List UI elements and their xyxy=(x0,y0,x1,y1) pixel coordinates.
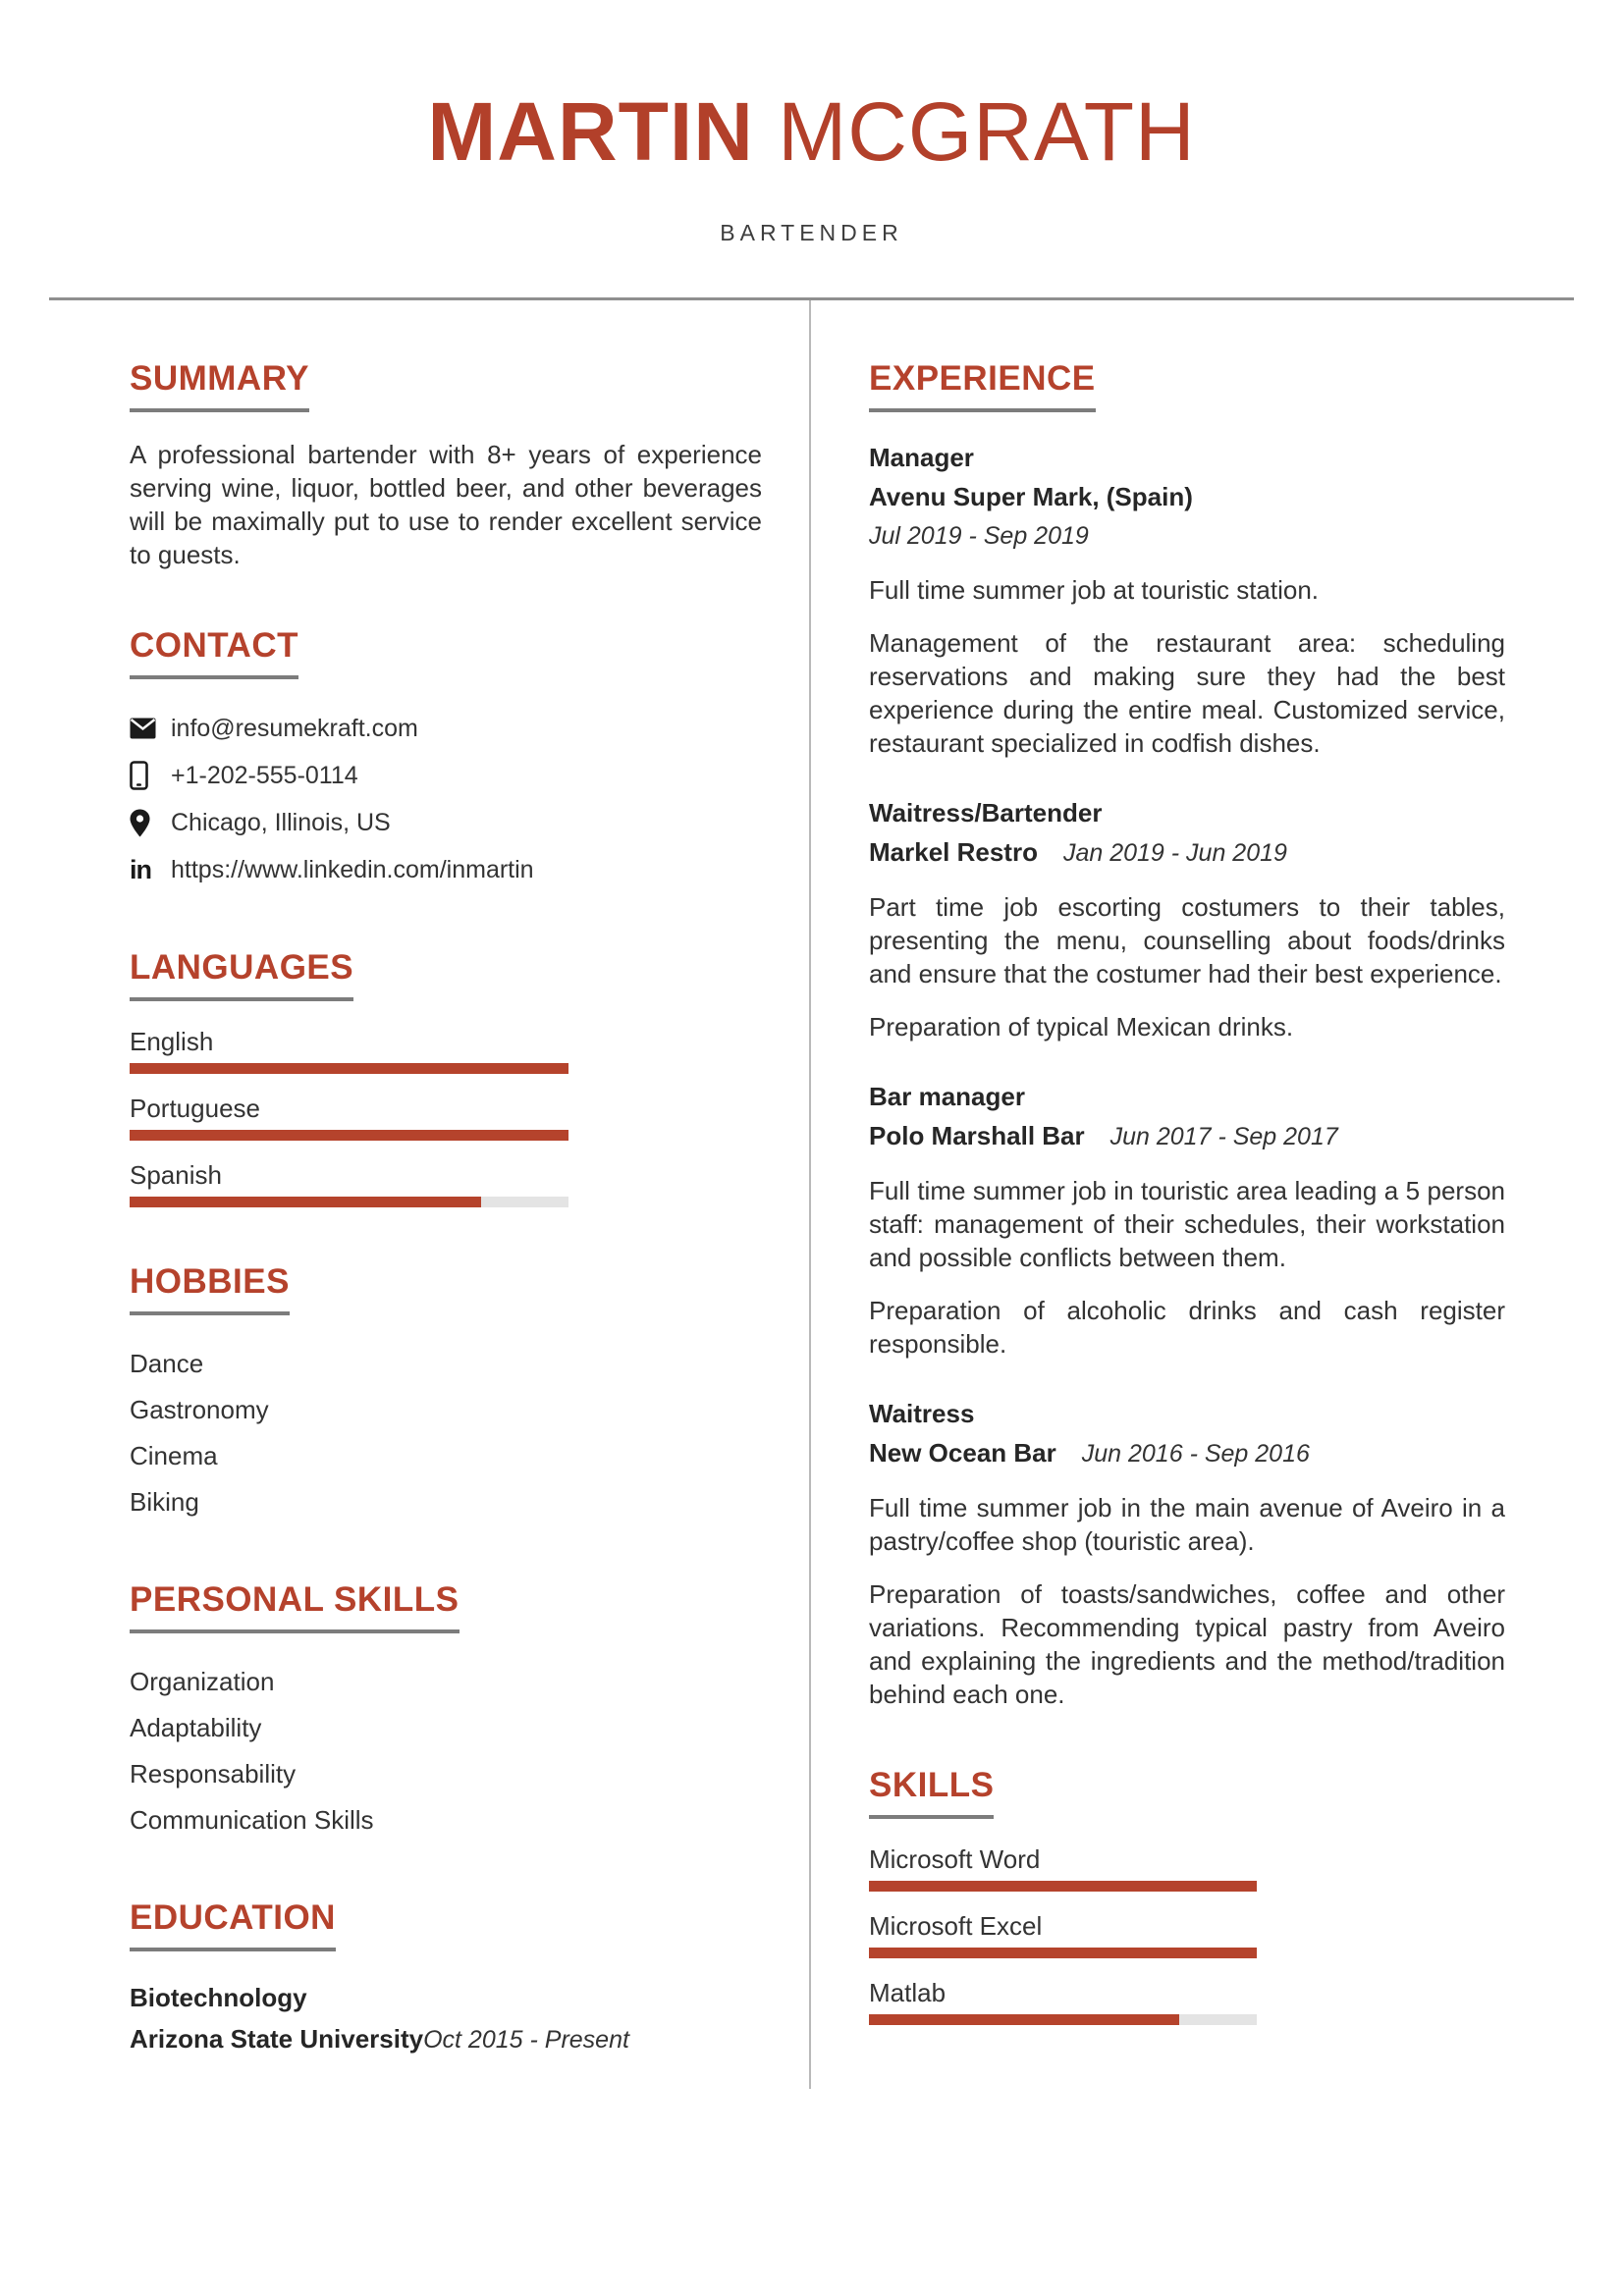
personal-skill-item: Adaptability xyxy=(130,1713,262,1742)
summary-heading: SUMMARY xyxy=(130,359,309,412)
entry-dates: Jun 2016 - Sep 2016 xyxy=(1081,1440,1310,1468)
email-icon xyxy=(130,718,163,739)
language-level-bar xyxy=(130,1063,568,1074)
section-education xyxy=(130,1898,762,2060)
entry-role: Waitress xyxy=(869,1399,975,1428)
section-contact xyxy=(130,626,762,893)
language-label: Spanish xyxy=(130,1160,222,1190)
entry-paragraph: Preparation of alcoholic drinks and cash register responsible. xyxy=(869,1296,1505,1359)
experience-entry xyxy=(869,438,1505,760)
contact-phone-value: +1-202-555-0114 xyxy=(171,761,358,789)
entry-paragraph: Full time summer job in touristic area leading a 5 person staff: management of their schedules, their workstation and possible conflicts between them. xyxy=(869,1176,1505,1272)
section-skills xyxy=(869,1766,1505,2025)
skill-label: Microsoft Word xyxy=(869,1844,1041,1874)
entry-paragraph: Management of the restaurant area: scheduling reservations and making sure they had the best experience during the entire meal. Customized service, restaurant specialized in codfish dishes. xyxy=(869,628,1505,758)
entry-paragraph: Full time summer job in the main avenue of Aveiro in a pastry/coffee shop (touristic area). xyxy=(869,1493,1505,1556)
entry-dates: Jan 2019 - Jun 2019 xyxy=(1062,839,1287,867)
languages-heading: LANGUAGES xyxy=(130,948,353,1001)
section-experience xyxy=(869,359,1505,1711)
person-name xyxy=(0,0,1623,178)
language-level-fill xyxy=(130,1197,481,1207)
skill-label: Microsoft Excel xyxy=(869,1911,1043,1941)
skill-row xyxy=(869,1978,1505,2025)
language-label: Portuguese xyxy=(130,1094,260,1123)
entry-role: Waitress/Bartender xyxy=(869,798,1103,828)
entry-paragraph: Preparation of toasts/sandwiches, coffee and other variations. Recommending typical pastry from Aveiro and explaining the ingredients and the method/tradition behind each one. xyxy=(869,1579,1505,1709)
skill-label: Matlab xyxy=(869,1978,947,2007)
entry-paragraph: Preparation of typical Mexican drinks. xyxy=(869,1012,1294,1041)
section-summary xyxy=(130,359,762,571)
skills-heading: SKILLS xyxy=(869,1766,994,1819)
personal-skills-heading: PERSONAL SKILLS xyxy=(130,1580,460,1633)
education-school-line xyxy=(130,2018,762,2060)
entry-company: Avenu Super Mark, (Spain) xyxy=(869,482,1193,511)
language-row xyxy=(130,1160,762,1207)
education-dates: Oct 2015 - Present xyxy=(423,2026,629,2054)
phone-icon xyxy=(130,761,163,790)
first-name: MARTIN xyxy=(427,85,754,178)
contact-row-location xyxy=(130,799,762,846)
contact-linkedin-value: https://www.linkedin.com/inmartin xyxy=(171,855,534,883)
hobby-item: Biking xyxy=(130,1487,199,1517)
entry-company: Markel Restro xyxy=(869,837,1038,867)
experience-entry xyxy=(869,793,1505,1043)
job-title: BARTENDER xyxy=(720,220,903,245)
education-heading: EDUCATION xyxy=(130,1898,336,1951)
section-hobbies xyxy=(130,1262,762,1525)
education-school: Arizona State University xyxy=(130,2024,424,2054)
personal-skill-item: Responsability xyxy=(130,1759,297,1789)
language-row xyxy=(130,1094,762,1141)
entry-role: Manager xyxy=(869,443,974,472)
skill-level-fill xyxy=(869,2014,1179,2025)
last-name: MCGRATH xyxy=(778,85,1196,178)
language-row xyxy=(130,1027,762,1074)
section-languages xyxy=(130,948,762,1207)
skill-row xyxy=(869,1911,1505,1958)
right-column xyxy=(869,300,1505,2080)
personal-skill-item: Organization xyxy=(130,1667,275,1696)
education-degree: Biotechnology xyxy=(130,1983,307,2012)
entry-paragraph: Part time job escorting costumers to their tables, presenting the menu, counselling about foods/drinks and ensure that the costumer had their best experience. xyxy=(869,892,1505,988)
contact-row-linkedin xyxy=(130,846,762,893)
linkedin-icon: in xyxy=(130,854,151,884)
hobby-item: Gastronomy xyxy=(130,1395,269,1424)
entry-company: New Ocean Bar xyxy=(869,1438,1056,1468)
language-level-bar xyxy=(130,1197,568,1207)
skill-level-bar xyxy=(869,1881,1257,1892)
left-column xyxy=(130,300,762,2115)
personal-skill-item: Communication Skills xyxy=(130,1805,374,1835)
location-icon xyxy=(130,809,163,837)
entry-dates: Jul 2019 - Sep 2019 xyxy=(869,522,1089,550)
skill-level-bar xyxy=(869,1948,1257,1958)
column-divider xyxy=(809,300,811,2089)
contact-heading: CONTACT xyxy=(130,626,298,679)
experience-heading: EXPERIENCE xyxy=(869,359,1096,412)
hobbies-heading: HOBBIES xyxy=(130,1262,290,1315)
entry-role: Bar manager xyxy=(869,1082,1025,1111)
contact-row-phone xyxy=(130,752,762,799)
entry-company: Polo Marshall Bar xyxy=(869,1121,1085,1150)
summary-text: A professional bartender with 8+ years of experience serving wine, liquor, bottled beer, and other beverages will be maximally put to use to render excellent service to guests. xyxy=(130,440,762,569)
contact-row-email xyxy=(130,705,762,752)
entry-dates: Jun 2017 - Sep 2017 xyxy=(1109,1123,1338,1150)
skill-row xyxy=(869,1844,1505,1892)
entry-company-line xyxy=(869,1116,1505,1156)
entry-company-line xyxy=(869,1433,1505,1473)
skill-level-bar xyxy=(869,2014,1257,2025)
language-label: English xyxy=(130,1027,214,1056)
experience-entry xyxy=(869,1394,1505,1711)
hobby-item: Dance xyxy=(130,1349,204,1378)
language-level-fill xyxy=(130,1063,568,1074)
contact-email-value: info@resumekraft.com xyxy=(171,714,418,742)
contact-location-value: Chicago, Illinois, US xyxy=(171,808,391,836)
language-level-bar xyxy=(130,1130,568,1141)
experience-entry xyxy=(869,1077,1505,1361)
section-personal-skills xyxy=(130,1580,762,1843)
entry-company-line xyxy=(869,832,1505,873)
hobby-item: Cinema xyxy=(130,1441,218,1470)
skill-level-fill xyxy=(869,1881,1257,1892)
skill-level-fill xyxy=(869,1948,1257,1958)
content-columns xyxy=(0,300,1623,2115)
entry-paragraph: Full time summer job at touristic station. xyxy=(869,575,1320,605)
language-level-fill xyxy=(130,1130,568,1141)
